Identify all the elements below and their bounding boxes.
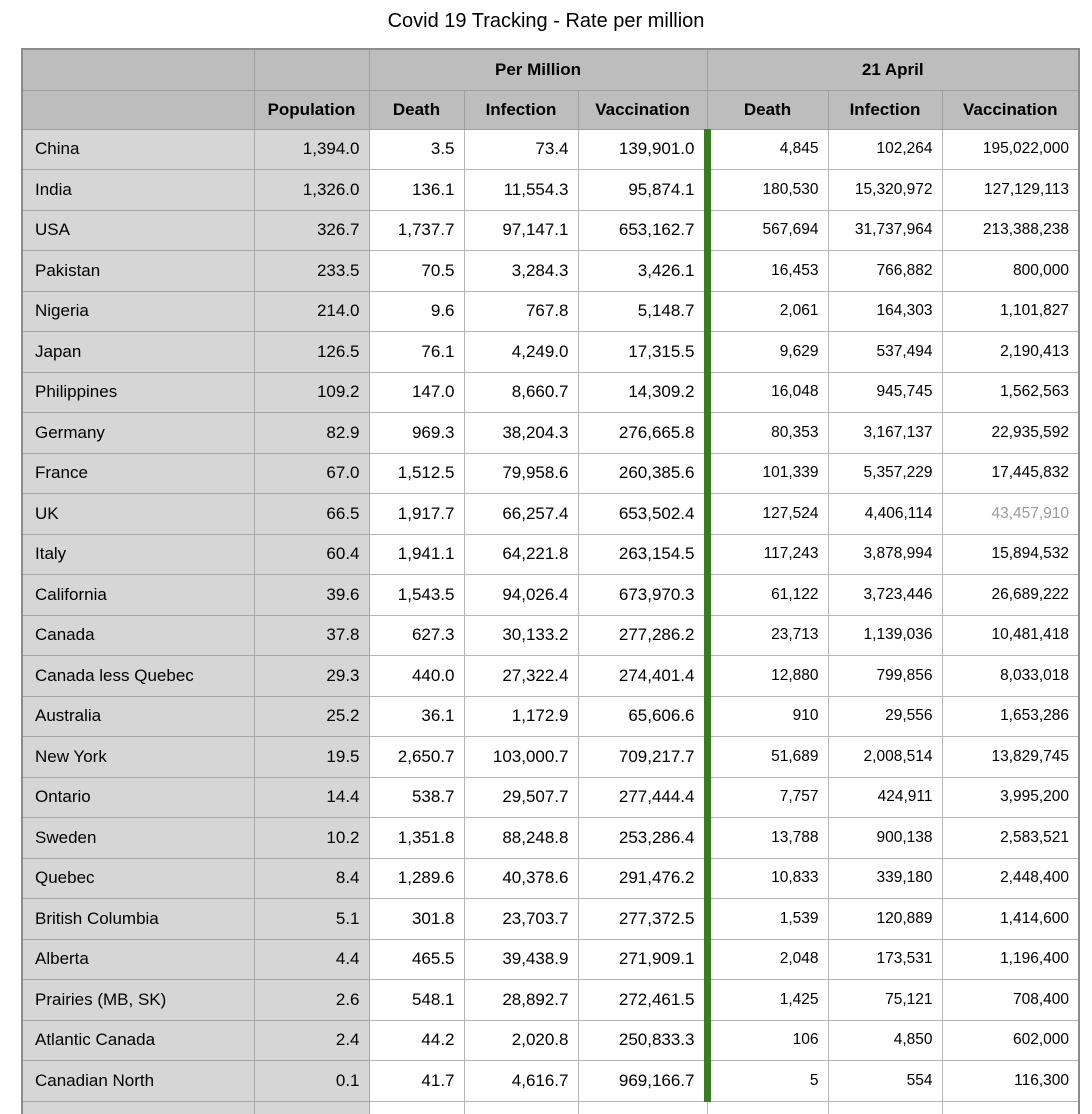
column-header-population: Population xyxy=(254,90,369,129)
table-row xyxy=(22,210,1079,251)
row-label: USA xyxy=(22,210,254,251)
data-cell: 14,309.2 xyxy=(578,372,707,413)
data-cell: 709,217.7 xyxy=(578,737,707,778)
row-label: Germany xyxy=(22,413,254,454)
row-label: Nigeria xyxy=(22,291,254,332)
data-cell: 117,243 xyxy=(707,534,828,575)
group-header-row xyxy=(22,49,1079,90)
data-cell: 1,737.7 xyxy=(369,210,464,251)
data-cell: 80,353 xyxy=(707,413,828,454)
table-row xyxy=(22,129,1079,170)
data-cell: 14.4 xyxy=(254,777,369,818)
data-cell: 4,850 xyxy=(828,1020,942,1061)
data-cell: 3,723,446 xyxy=(828,575,942,616)
table-row xyxy=(22,372,1079,413)
data-cell: 16,048 xyxy=(707,372,828,413)
data-cell: 23,703.7 xyxy=(464,899,578,940)
data-cell: 64,221.8 xyxy=(464,534,578,575)
data-cell: 94,026.4 xyxy=(464,575,578,616)
data-cell: 116,300 xyxy=(942,1061,1079,1102)
data-cell: 39,438.9 xyxy=(464,939,578,980)
table-row xyxy=(22,494,1079,535)
data-cell: 9.6 xyxy=(369,291,464,332)
data-cell: 12,880 xyxy=(707,656,828,697)
data-cell: 1,394.0 xyxy=(254,129,369,170)
empty-cell xyxy=(464,1101,578,1114)
data-cell: 1,289.6 xyxy=(369,858,464,899)
data-cell: 301.8 xyxy=(369,899,464,940)
data-cell: 2,061 xyxy=(707,291,828,332)
data-cell: 17,445,832 xyxy=(942,453,1079,494)
data-cell: 272,461.5 xyxy=(578,980,707,1021)
data-cell: 95,874.1 xyxy=(578,170,707,211)
data-cell: 253,286.4 xyxy=(578,818,707,859)
data-cell: 164,303 xyxy=(828,291,942,332)
column-header-death-apr: Death xyxy=(707,90,828,129)
data-cell: 82.9 xyxy=(254,413,369,454)
row-label: Alberta xyxy=(22,939,254,980)
data-cell: 214.0 xyxy=(254,291,369,332)
data-cell: 2,448,400 xyxy=(942,858,1079,899)
data-cell: 66.5 xyxy=(254,494,369,535)
row-label: Canada less Quebec xyxy=(22,656,254,697)
data-cell: 2,048 xyxy=(707,939,828,980)
data-cell: 2,020.8 xyxy=(464,1020,578,1061)
data-cell: 31,737,964 xyxy=(828,210,942,251)
data-cell: 65,606.6 xyxy=(578,696,707,737)
data-cell: 767.8 xyxy=(464,291,578,332)
data-cell: 1,512.5 xyxy=(369,453,464,494)
data-cell: 139,901.0 xyxy=(578,129,707,170)
table-row xyxy=(22,291,1079,332)
data-cell: 38,204.3 xyxy=(464,413,578,454)
data-cell: 2,190,413 xyxy=(942,332,1079,373)
data-cell: 120,889 xyxy=(828,899,942,940)
data-cell: 10,481,418 xyxy=(942,615,1079,656)
data-cell: 73.4 xyxy=(464,129,578,170)
table-row xyxy=(22,534,1079,575)
data-cell: 2,583,521 xyxy=(942,818,1079,859)
data-cell: 15,894,532 xyxy=(942,534,1079,575)
data-cell: 37.8 xyxy=(254,615,369,656)
data-cell: 26,689,222 xyxy=(942,575,1079,616)
data-cell: 10,833 xyxy=(707,858,828,899)
row-label: British Columbia xyxy=(22,899,254,940)
data-cell: 41.7 xyxy=(369,1061,464,1102)
data-cell: 30,133.2 xyxy=(464,615,578,656)
data-cell: 127,129,113 xyxy=(942,170,1079,211)
row-label: Atlantic Canada xyxy=(22,1020,254,1061)
blank-header-cell xyxy=(22,49,254,90)
data-cell: 29,507.7 xyxy=(464,777,578,818)
data-cell: 233.5 xyxy=(254,251,369,292)
data-cell: 4.4 xyxy=(254,939,369,980)
empty-cell xyxy=(828,1101,942,1114)
column-header-infection-pm: Infection xyxy=(464,90,578,129)
data-cell: 326.7 xyxy=(254,210,369,251)
data-cell: 25.2 xyxy=(254,696,369,737)
row-label: New York xyxy=(22,737,254,778)
data-cell: 673,970.3 xyxy=(578,575,707,616)
table-row xyxy=(22,1061,1079,1102)
table-row xyxy=(22,413,1079,454)
row-label: UK xyxy=(22,494,254,535)
data-cell: 3.5 xyxy=(369,129,464,170)
data-cell: 1,917.7 xyxy=(369,494,464,535)
data-cell: 3,284.3 xyxy=(464,251,578,292)
data-cell: 4,616.7 xyxy=(464,1061,578,1102)
data-cell: 126.5 xyxy=(254,332,369,373)
data-cell: 39.6 xyxy=(254,575,369,616)
data-cell: 0.1 xyxy=(254,1061,369,1102)
data-cell: 1,414,600 xyxy=(942,899,1079,940)
table-row xyxy=(22,777,1079,818)
data-cell: 969,166.7 xyxy=(578,1061,707,1102)
data-cell: 61,122 xyxy=(707,575,828,616)
row-label: Canadian North xyxy=(22,1061,254,1102)
data-cell: 43,457,910 xyxy=(942,494,1079,535)
table-row xyxy=(22,858,1079,899)
data-cell: 173,531 xyxy=(828,939,942,980)
data-cell: 103,000.7 xyxy=(464,737,578,778)
data-cell: 2.6 xyxy=(254,980,369,1021)
table-row xyxy=(22,251,1079,292)
data-cell: 5 xyxy=(707,1061,828,1102)
data-cell: 708,400 xyxy=(942,980,1079,1021)
data-cell: 4,406,114 xyxy=(828,494,942,535)
data-cell: 40,378.6 xyxy=(464,858,578,899)
data-cell: 180,530 xyxy=(707,170,828,211)
data-cell: 910 xyxy=(707,696,828,737)
data-cell: 250,833.3 xyxy=(578,1020,707,1061)
table-row xyxy=(22,575,1079,616)
data-cell: 3,167,137 xyxy=(828,413,942,454)
row-label: India xyxy=(22,170,254,211)
empty-cell xyxy=(578,1101,707,1114)
data-cell: 44.2 xyxy=(369,1020,464,1061)
empty-cell xyxy=(707,1101,828,1114)
data-cell: 11,554.3 xyxy=(464,170,578,211)
data-cell: 9,629 xyxy=(707,332,828,373)
data-cell: 5,357,229 xyxy=(828,453,942,494)
data-cell: 766,882 xyxy=(828,251,942,292)
data-cell: 263,154.5 xyxy=(578,534,707,575)
row-label: France xyxy=(22,453,254,494)
row-label: Quebec xyxy=(22,858,254,899)
table-row xyxy=(22,980,1079,1021)
empty-cell xyxy=(369,1101,464,1114)
data-cell: 60.4 xyxy=(254,534,369,575)
data-cell: 79,958.6 xyxy=(464,453,578,494)
data-cell: 538.7 xyxy=(369,777,464,818)
data-cell: 109.2 xyxy=(254,372,369,413)
data-cell: 7,757 xyxy=(707,777,828,818)
covid-tracking-table xyxy=(21,48,1080,1114)
data-cell: 1,425 xyxy=(707,980,828,1021)
row-label: Pakistan xyxy=(22,251,254,292)
data-cell: 8,660.7 xyxy=(464,372,578,413)
row-label: Prairies (MB, SK) xyxy=(22,980,254,1021)
table-row xyxy=(22,453,1079,494)
data-cell: 2,008,514 xyxy=(828,737,942,778)
data-cell: 10.2 xyxy=(254,818,369,859)
row-label: Italy xyxy=(22,534,254,575)
data-cell: 260,385.6 xyxy=(578,453,707,494)
data-cell: 537,494 xyxy=(828,332,942,373)
data-cell: 127,524 xyxy=(707,494,828,535)
data-cell: 271,909.1 xyxy=(578,939,707,980)
column-header-vaccination-pm: Vaccination xyxy=(578,90,707,129)
data-cell: 51,689 xyxy=(707,737,828,778)
data-cell: 276,665.8 xyxy=(578,413,707,454)
data-cell: 799,856 xyxy=(828,656,942,697)
data-cell: 1,172.9 xyxy=(464,696,578,737)
page-title: Covid 19 Tracking - Rate per million xyxy=(387,10,705,32)
data-cell: 102,264 xyxy=(828,129,942,170)
data-cell: 195,022,000 xyxy=(942,129,1079,170)
data-cell: 1,196,400 xyxy=(942,939,1079,980)
data-cell: 627.3 xyxy=(369,615,464,656)
data-cell: 101,339 xyxy=(707,453,828,494)
data-cell: 424,911 xyxy=(828,777,942,818)
data-cell: 76.1 xyxy=(369,332,464,373)
data-cell: 567,694 xyxy=(707,210,828,251)
data-cell: 19.5 xyxy=(254,737,369,778)
data-cell: 8.4 xyxy=(254,858,369,899)
group-header-per-million: Per Million xyxy=(369,49,707,90)
table-row xyxy=(22,899,1079,940)
data-cell: 1,543.5 xyxy=(369,575,464,616)
data-cell: 28,892.7 xyxy=(464,980,578,1021)
data-cell: 29,556 xyxy=(828,696,942,737)
data-cell: 1,941.1 xyxy=(369,534,464,575)
data-cell: 945,745 xyxy=(828,372,942,413)
table-row xyxy=(22,170,1079,211)
table-row xyxy=(22,737,1079,778)
table-row xyxy=(22,939,1079,980)
data-cell: 213,388,238 xyxy=(942,210,1079,251)
data-cell: 969.3 xyxy=(369,413,464,454)
data-cell: 5,148.7 xyxy=(578,291,707,332)
table-row xyxy=(22,1020,1079,1061)
table-row xyxy=(22,332,1079,373)
data-cell: 465.5 xyxy=(369,939,464,980)
data-cell: 17,315.5 xyxy=(578,332,707,373)
column-header-death-pm: Death xyxy=(369,90,464,129)
data-cell: 147.0 xyxy=(369,372,464,413)
data-cell: 5.1 xyxy=(254,899,369,940)
blank-header-cell xyxy=(254,49,369,90)
table-row xyxy=(22,615,1079,656)
data-cell: 900,138 xyxy=(828,818,942,859)
table-row xyxy=(22,696,1079,737)
table-row xyxy=(22,818,1079,859)
data-cell: 8,033,018 xyxy=(942,656,1079,697)
data-cell: 2.4 xyxy=(254,1020,369,1061)
data-cell: 653,162.7 xyxy=(578,210,707,251)
row-label: Ontario xyxy=(22,777,254,818)
data-cell: 1,101,827 xyxy=(942,291,1079,332)
data-cell: 16,453 xyxy=(707,251,828,292)
data-cell: 4,845 xyxy=(707,129,828,170)
table-body xyxy=(22,129,1079,1114)
data-cell: 1,539 xyxy=(707,899,828,940)
table-header xyxy=(22,49,1079,129)
data-cell: 602,000 xyxy=(942,1020,1079,1061)
data-cell: 70.5 xyxy=(369,251,464,292)
row-label: Philippines xyxy=(22,372,254,413)
data-cell: 2,650.7 xyxy=(369,737,464,778)
row-label: Canada xyxy=(22,615,254,656)
row-label: China xyxy=(22,129,254,170)
data-cell: 277,372.5 xyxy=(578,899,707,940)
row-label: Australia xyxy=(22,696,254,737)
data-cell: 27,322.4 xyxy=(464,656,578,697)
partial-row xyxy=(22,1101,1079,1114)
data-cell: 554 xyxy=(828,1061,942,1102)
column-header-infection-apr: Infection xyxy=(828,90,942,129)
data-cell: 440.0 xyxy=(369,656,464,697)
data-cell: 653,502.4 xyxy=(578,494,707,535)
data-cell: 291,476.2 xyxy=(578,858,707,899)
data-cell: 3,878,994 xyxy=(828,534,942,575)
data-cell: 29.3 xyxy=(254,656,369,697)
data-cell: 3,426.1 xyxy=(578,251,707,292)
data-cell: 274,401.4 xyxy=(578,656,707,697)
data-cell: 66,257.4 xyxy=(464,494,578,535)
data-cell: 339,180 xyxy=(828,858,942,899)
data-cell: 97,147.1 xyxy=(464,210,578,251)
data-cell: 4,249.0 xyxy=(464,332,578,373)
data-cell: 1,562,563 xyxy=(942,372,1079,413)
data-cell: 15,320,972 xyxy=(828,170,942,211)
table-row xyxy=(22,656,1079,697)
column-header-vaccination-apr: Vaccination xyxy=(942,90,1079,129)
data-cell: 13,788 xyxy=(707,818,828,859)
empty-cell xyxy=(942,1101,1079,1114)
data-cell: 106 xyxy=(707,1020,828,1061)
data-cell: 67.0 xyxy=(254,453,369,494)
data-cell: 36.1 xyxy=(369,696,464,737)
data-cell: 1,139,036 xyxy=(828,615,942,656)
data-cell: 13,829,745 xyxy=(942,737,1079,778)
data-cell: 1,326.0 xyxy=(254,170,369,211)
blank-header-cell xyxy=(22,90,254,129)
data-cell: 3,995,200 xyxy=(942,777,1079,818)
row-label: Sweden xyxy=(22,818,254,859)
data-cell: 1,653,286 xyxy=(942,696,1079,737)
empty-cell xyxy=(254,1101,369,1114)
data-cell: 548.1 xyxy=(369,980,464,1021)
row-label: Japan xyxy=(22,332,254,373)
data-cell: 277,286.2 xyxy=(578,615,707,656)
data-cell: 277,444.4 xyxy=(578,777,707,818)
row-label: California xyxy=(22,575,254,616)
group-header-21-april: 21 April xyxy=(707,49,1079,90)
data-cell: 800,000 xyxy=(942,251,1079,292)
data-cell: 88,248.8 xyxy=(464,818,578,859)
empty-cell xyxy=(22,1101,254,1114)
data-cell: 23,713 xyxy=(707,615,828,656)
data-cell: 136.1 xyxy=(369,170,464,211)
data-cell: 22,935,592 xyxy=(942,413,1079,454)
column-header-row xyxy=(22,90,1079,129)
data-cell: 1,351.8 xyxy=(369,818,464,859)
data-cell: 75,121 xyxy=(828,980,942,1021)
